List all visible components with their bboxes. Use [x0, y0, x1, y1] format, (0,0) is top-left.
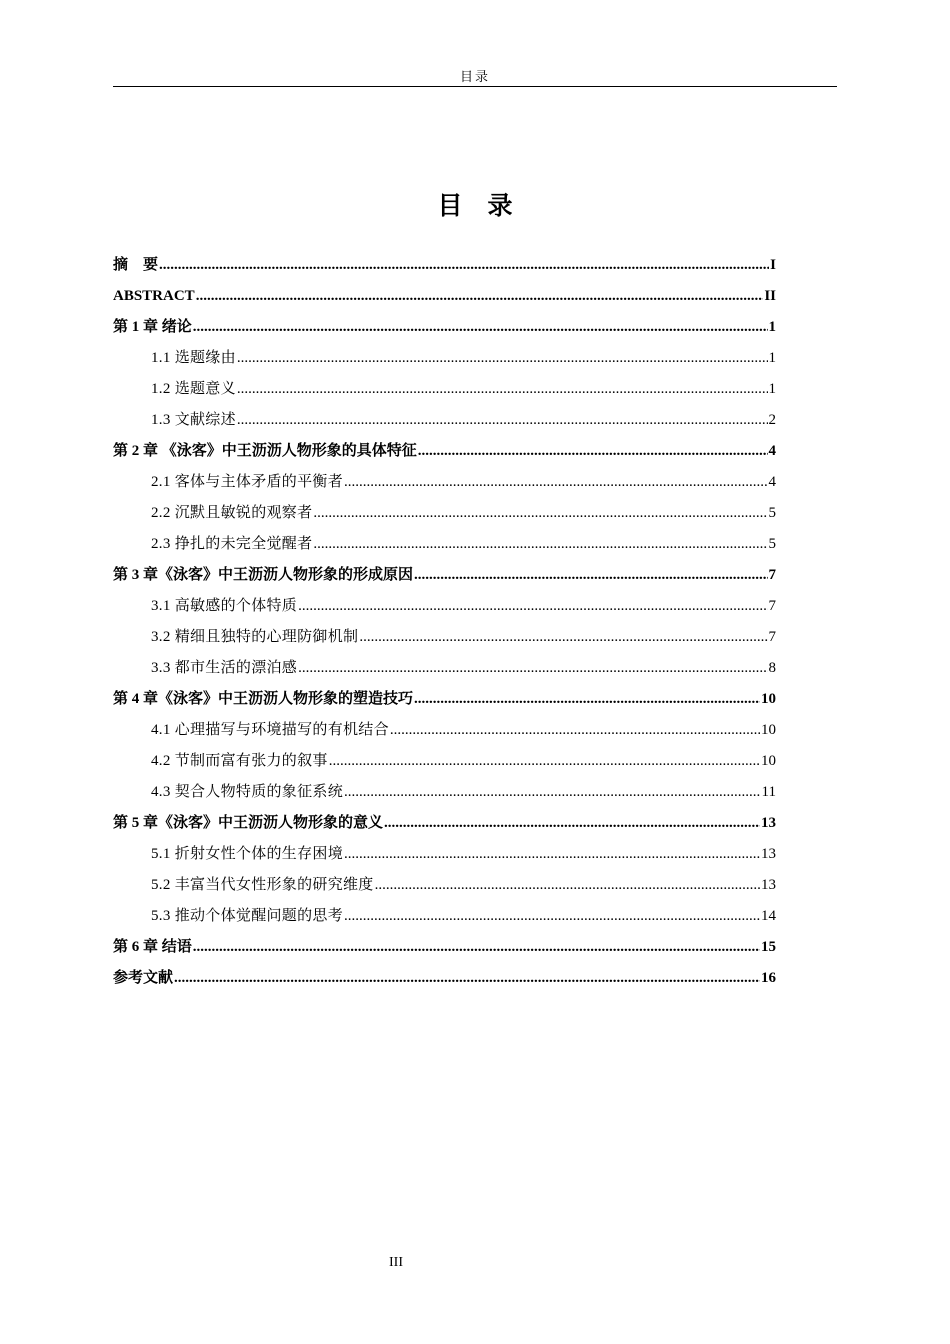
dot-leader: [329, 749, 760, 773]
dot-leader: [298, 594, 767, 618]
toc-entry-page: I: [770, 257, 776, 273]
toc-entry-label: 第 3 章《泳客》中王沥沥人物形象的形成原因: [113, 567, 414, 583]
toc-entry-label: 1.2 选题意义: [151, 381, 236, 397]
toc-entry-label: 第 4 章《泳客》中王沥沥人物形象的塑造技巧: [113, 691, 414, 707]
toc-entry-section-2-3[interactable]: [113, 532, 776, 563]
toc-entry-section-3-2[interactable]: [113, 625, 776, 656]
toc-entry-section-2-1[interactable]: [113, 470, 776, 501]
toc-entry-chapter-1[interactable]: [113, 315, 776, 346]
toc-entry-label: 4.3 契合人物特质的象征系统: [151, 784, 344, 800]
toc-entry-page: 14: [761, 908, 776, 924]
toc-entry-label: 2.2 沉默且敏锐的观察者: [151, 505, 313, 521]
toc-entry-label: 3.3 都市生活的漂泊感: [151, 660, 298, 676]
toc-entry-section-1-1[interactable]: [113, 346, 776, 377]
toc-entry-label: 3.1 高敏感的个体特质: [151, 598, 298, 614]
toc-entry-label: 第 5 章《泳客》中王沥沥人物形象的意义: [113, 815, 384, 831]
toc-entry-references[interactable]: [113, 966, 776, 997]
toc-entry-section-5-1[interactable]: [113, 842, 776, 873]
dot-leader: [344, 842, 760, 866]
toc-entry-label: 第 2 章 《泳客》中王沥沥人物形象的具体特征: [113, 443, 417, 459]
toc-entry-label: 2.3 挣扎的未完全觉醒者: [151, 536, 313, 552]
toc-entry-section-1-2[interactable]: [113, 377, 776, 408]
toc-entry-label: 1.3 文献综述: [151, 412, 236, 428]
toc-entry-section-2-2[interactable]: [113, 501, 776, 532]
toc-entry-section-4-1[interactable]: [113, 718, 776, 749]
toc-title: 目 录: [437, 191, 513, 220]
dot-leader: [359, 625, 767, 649]
toc-entry-chapter-4[interactable]: [113, 687, 776, 718]
toc-entry-page: 10: [761, 753, 776, 769]
toc-entry-label: 第 6 章 结语: [113, 939, 192, 955]
dot-leader: [344, 780, 761, 804]
dot-leader: [375, 873, 760, 897]
dot-leader: [344, 470, 767, 494]
toc-entry-page: 1: [768, 319, 776, 335]
toc-entry-abstract-cn[interactable]: [113, 253, 776, 284]
running-header: 目录: [459, 69, 490, 84]
header-rule: [113, 86, 837, 87]
dot-leader: [414, 687, 760, 711]
toc-entry-label: 3.2 精细且独特的心理防御机制: [151, 629, 359, 645]
toc-entry-page: 8: [768, 660, 776, 676]
toc-entry-page: 5: [768, 536, 776, 552]
toc-entry-page: 10: [761, 722, 776, 738]
toc-entry-page: 15: [761, 939, 776, 955]
toc-entry-label: ABSTRACT: [113, 288, 195, 304]
toc-entry-label: 5.1 折射女性个体的生存困境: [151, 846, 344, 862]
toc-entry-chapter-3[interactable]: [113, 563, 776, 594]
toc-entry-label: 摘 要: [113, 257, 159, 273]
toc-entry-page: 13: [761, 846, 776, 862]
toc-entry-page: 16: [761, 970, 776, 986]
toc-entry-page: 11: [761, 784, 776, 800]
toc-entry-abstract-en[interactable]: [113, 284, 776, 315]
dot-leader: [237, 408, 768, 432]
toc-entry-label: 5.3 推动个体觉醒问题的思考: [151, 908, 344, 924]
toc-entry-section-1-3[interactable]: [113, 408, 776, 439]
toc-entry-section-3-3[interactable]: [113, 656, 776, 687]
toc-entry-page: 7: [768, 598, 776, 614]
toc-entry-section-4-3[interactable]: [113, 780, 776, 811]
toc-entry-page: 4: [768, 443, 776, 459]
toc-entry-chapter-2[interactable]: [113, 439, 776, 470]
toc-entry-label: 第 1 章 绪论: [113, 319, 192, 335]
dot-leader: [384, 811, 760, 835]
toc-entry-page: 13: [761, 815, 776, 831]
dot-leader: [313, 501, 767, 525]
toc-entry-page: 2: [768, 412, 776, 428]
table-of-contents: [113, 253, 776, 997]
toc-entry-section-5-2[interactable]: [113, 873, 776, 904]
toc-entry-label: 5.2 丰富当代女性形象的研究维度: [151, 877, 374, 893]
toc-entry-label: 2.1 客体与主体矛盾的平衡者: [151, 474, 344, 490]
dot-leader: [196, 284, 764, 308]
dot-leader: [298, 656, 767, 680]
page-number: III: [389, 1255, 403, 1270]
toc-entry-section-4-2[interactable]: [113, 749, 776, 780]
dot-leader: [193, 935, 760, 959]
toc-entry-section-3-1[interactable]: [113, 594, 776, 625]
toc-entry-chapter-6[interactable]: [113, 935, 776, 966]
toc-entry-label: 1.1 选题缘由: [151, 350, 236, 366]
toc-entry-page: 1: [768, 350, 776, 366]
dot-leader: [313, 532, 767, 556]
dot-leader: [390, 718, 760, 742]
toc-entry-page: 7: [768, 629, 776, 645]
toc-entry-chapter-5[interactable]: [113, 811, 776, 842]
toc-entry-page: II: [764, 288, 776, 304]
toc-entry-page: 10: [761, 691, 776, 707]
dot-leader: [193, 315, 768, 339]
toc-entry-label: 参考文献: [113, 970, 174, 986]
dot-leader: [414, 563, 767, 587]
toc-entry-page: 13: [761, 877, 776, 893]
dot-leader: [344, 904, 760, 928]
toc-entry-page: 5: [768, 505, 776, 521]
toc-entry-page: 4: [768, 474, 776, 490]
toc-entry-section-5-3[interactable]: [113, 904, 776, 935]
toc-entry-page: 7: [768, 567, 776, 583]
dot-leader: [159, 253, 769, 277]
dot-leader: [237, 346, 768, 370]
toc-entry-label: 4.2 节制而富有张力的叙事: [151, 753, 328, 769]
dot-leader: [418, 439, 768, 463]
dot-leader: [237, 377, 768, 401]
toc-entry-page: 1: [768, 381, 776, 397]
toc-entry-label: 4.1 心理描写与环境描写的有机结合: [151, 722, 389, 738]
dot-leader: [174, 966, 760, 990]
